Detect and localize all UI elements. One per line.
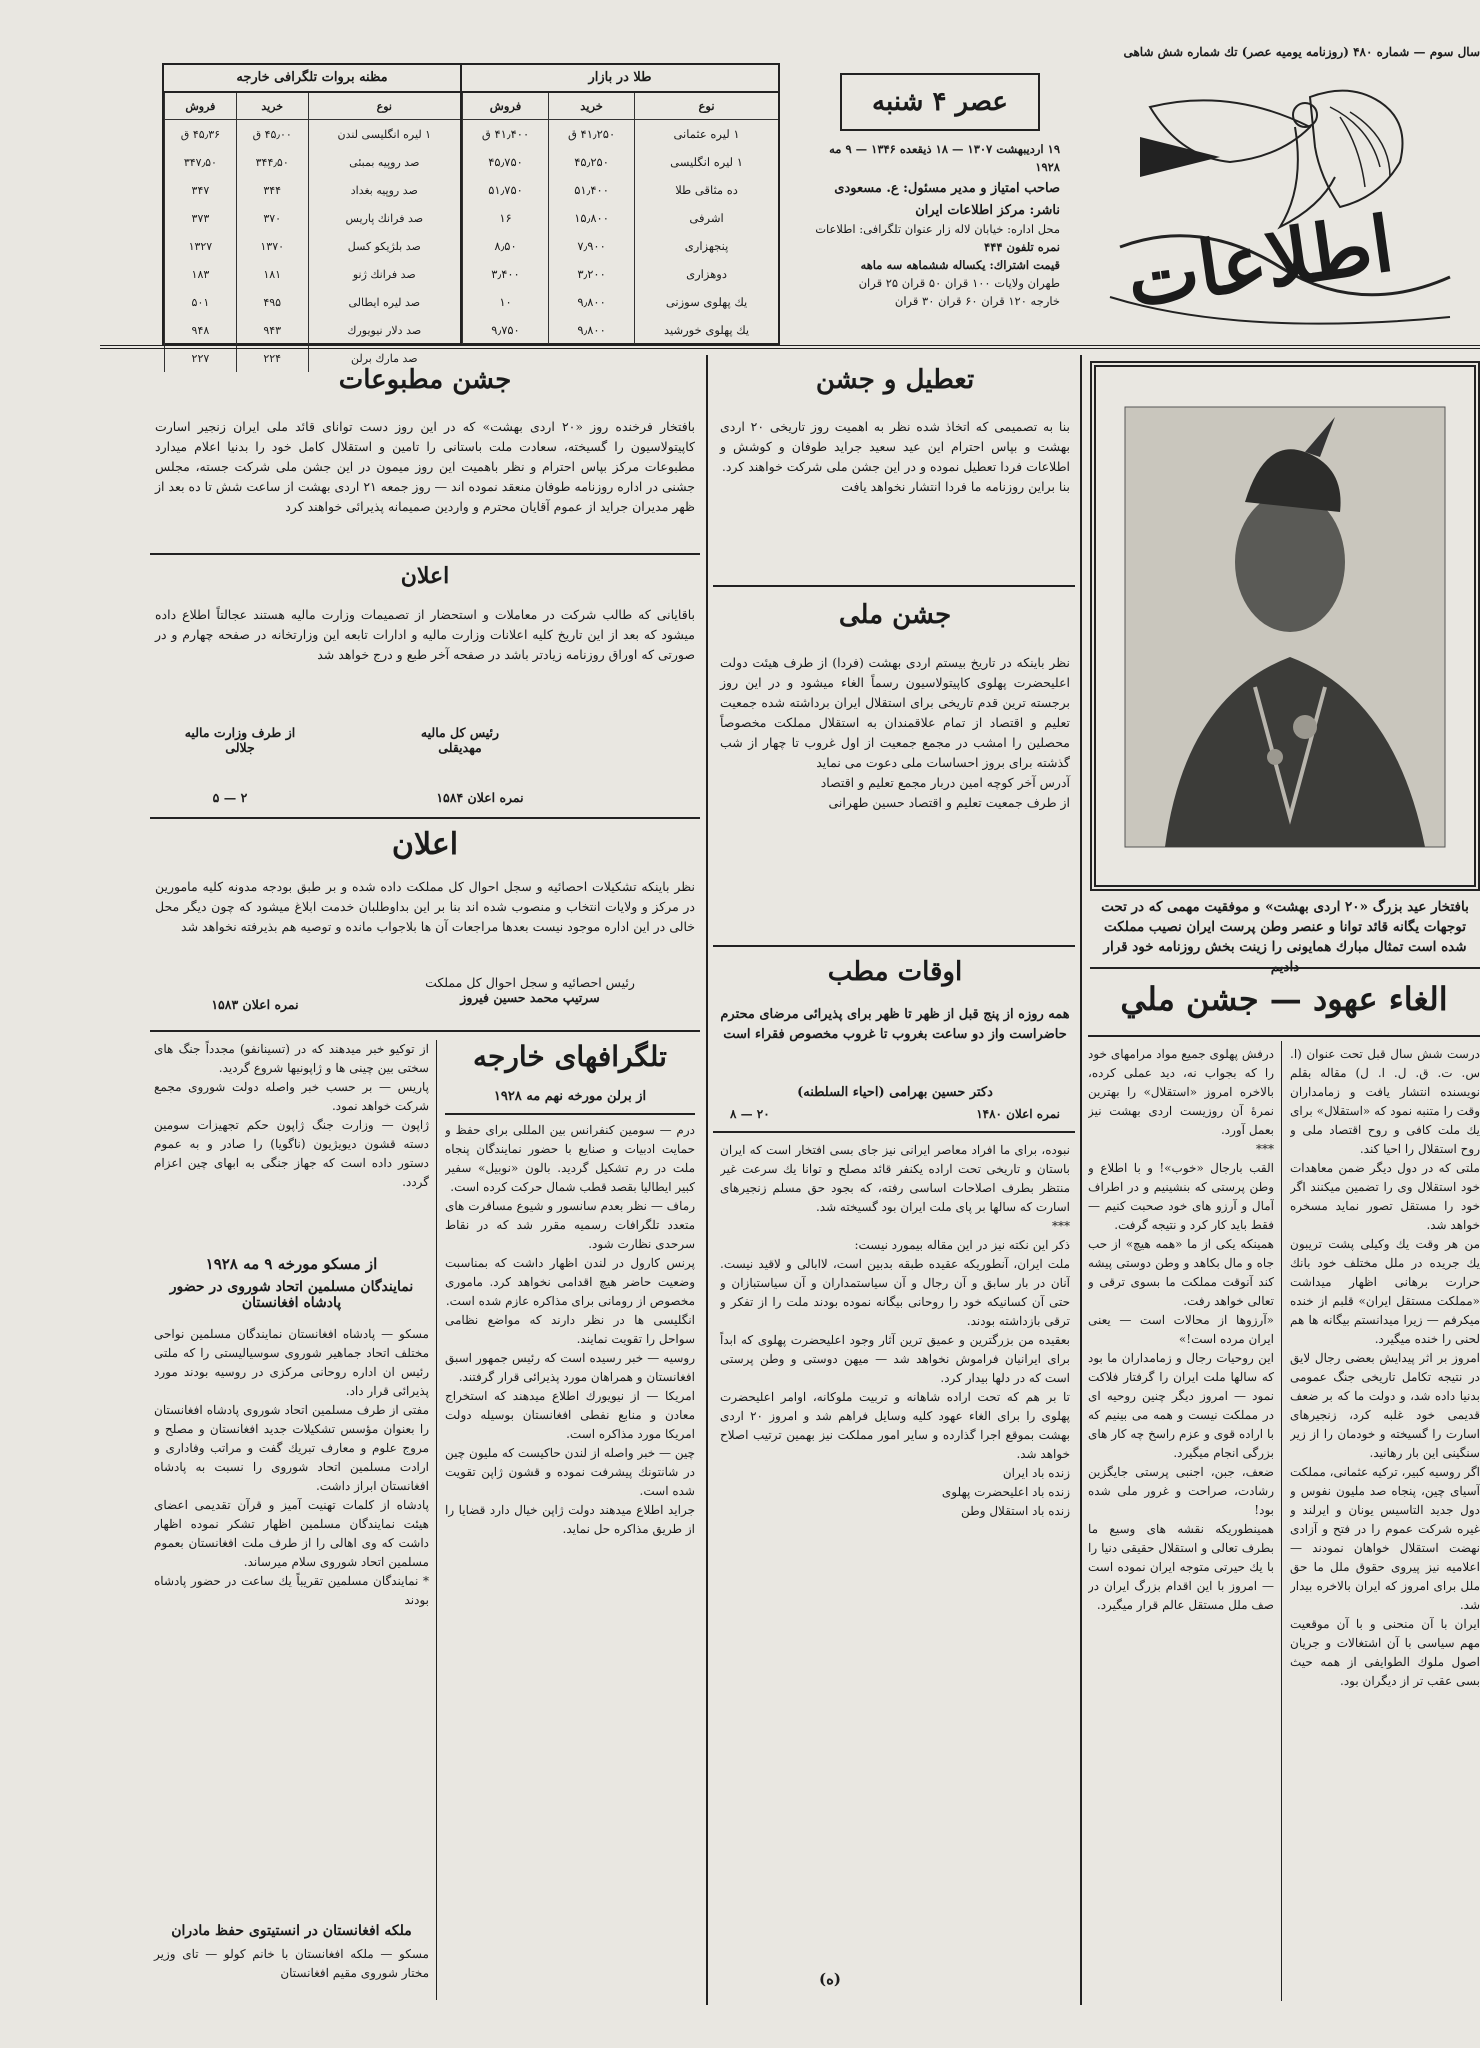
table-cell: ۳٫۴۰۰ xyxy=(463,260,549,288)
telegrams-title: تلگرافهای خارجه xyxy=(473,1040,667,1073)
column-header: نوع xyxy=(635,93,778,120)
table-cell: ۹٫۸۰۰ xyxy=(549,288,635,316)
table-row xyxy=(165,316,461,344)
exchange-table-title: مظنه بروات تلگرافی خارجه xyxy=(164,65,460,93)
notice2-title: اعلان xyxy=(391,827,459,862)
column-header: نوع xyxy=(308,93,460,120)
table-row xyxy=(165,148,461,176)
phone-line: نمره تلفون ۴۴۴ xyxy=(984,240,1060,254)
table-row xyxy=(463,232,779,260)
table-row xyxy=(165,288,461,316)
main-article-col-center: نبوده، برای ما افراد معاصر ایرانی نیز جای بسی افتخار است که ایران باستان و تاریخی تحت اراده یکنفر قائد مصلح و توانا یك سرعت غیر منتظر بطرف اصلاحات اساسی رفته، که بجود حق مسلم زنجیرهای اسارت که سالها بر پای ملت ایران بود گسیخته شد. *** ذکر این نکته نیز در این مقاله بیمورد نیست: ملت ایران، آنطوریکه عقیده طبقه بدبین است، لاابالی و لاقید نیست. آنان در بار سابق و آن رجال و آن سیاستمداران و آن سیاستبازان و حتی آن کسانیکه خود را روحانی بیگانه نموده بودند ملت را از تفکر و ترقی بازداشته بودند. بعقیده من بزرگترین و عمیق ترین آثار وجود اعلیحضرت پهلوی که ابداً برای ایرانیان فراموش نخواهد شد — میهن دوستی و وطن پرستی است که در دلها بیدار کرد. تا بر هم که تحت اراده شاهانه و تربیت ملوکانه، اوامر اعلیحضرت پهلوی را برای الغاء عهود کلیه وسایل فراهم شد و امروز ۲۰ اردی بهشت بموقع اجرا گذارده و سایر امور مملکت نیز بهمین ترتیب اصلاح خواهد شد. زنده باد ایران زنده باد اعلیحضرت پهلوی زنده باد استقلال وطن xyxy=(720,1143,1070,1518)
table-cell: ۴۵٫۷۵۰ xyxy=(463,148,549,176)
notice1-number: نمره اعلان ۱۵۸۴ xyxy=(436,790,524,805)
table-row xyxy=(463,288,779,316)
masthead-divider xyxy=(100,345,1480,349)
table-cell: ۳۴۷ xyxy=(165,176,237,204)
column-header: فروش xyxy=(463,93,549,120)
table-cell: صد روپیه بمبئی xyxy=(308,148,460,176)
table-cell: ۹۴۸ xyxy=(165,316,237,344)
signer-title: رئیس کل مالیه xyxy=(420,725,500,740)
table-cell: ۴۱٫۲۵۰ ق xyxy=(549,120,635,149)
clinic-code: ۸ — ۲۰ xyxy=(730,1107,770,1121)
table-header-row xyxy=(463,93,779,120)
table-row xyxy=(165,176,461,204)
main-article-title: الغاء عهود — جشن ملي xyxy=(1120,980,1448,1018)
table-cell: دوهزاری xyxy=(635,260,778,288)
table-cell: ۴۵٫۳۶ ق xyxy=(165,120,237,149)
portrait-caption: بافتخار عید بزرگ «۲۰ اردی بهشت» و موفقیت مهمی که در تحت توجهات یگانه قائد توانا و عنصر وطن پرست ایران نصیب مملکت شده است تمثال مبارك همایونی را زینت بخش روزنامه خود قرار دادیم xyxy=(1101,899,1469,975)
table-cell: ۳۷۳ xyxy=(165,204,237,232)
table-cell: ۹٫۷۵۰ xyxy=(463,316,549,344)
table-cell: پنجهزاری xyxy=(635,232,778,260)
subscription-abroad: خارجه ۱۲۰ قران ۶۰ قران ۳۰ قران xyxy=(894,294,1060,308)
table-cell: اشرفی xyxy=(635,204,778,232)
table-cell: یك پهلوی سوزنی xyxy=(635,288,778,316)
owner-line: صاحب امتیاز و مدیر مسئول: ع. مسعودی xyxy=(834,181,1060,196)
table-row xyxy=(463,176,779,204)
notice2-body: نظر باینکه تشکیلات احصائیه و سجل احوال کل مملکت داده شده و بر طبق بودجه مدونه کلیه مامورین در مرکز و ولایات انتخاب و منصوب شده اند بنا بر این بداوطلبان خدمت ابلاغ میشود که چون دیگر محل خالی در این اداره موجود نیست بعدها مراجعات آن ها بلاجواب مانده و توصیه هم بذیرفته نخواهد شد xyxy=(155,879,695,934)
table-row xyxy=(463,204,779,232)
table-row xyxy=(463,120,779,149)
table-cell: ۴۱٫۴۰۰ ق xyxy=(463,120,549,149)
table-cell: ۴۵٫۲۵۰ xyxy=(549,148,635,176)
clinic-title: اوقات مطب xyxy=(827,957,963,987)
moscow-subtitle: نمایندگان مسلمین اتحاد شوروی در حضور پادشاه افغانستان xyxy=(169,1279,414,1311)
table-cell: ۳۴۷٫۵۰ xyxy=(165,148,237,176)
table-cell: ۳۴۴٫۵۰ xyxy=(236,148,308,176)
holiday-body: بنا به تصمیمی که اتخاذ شده نظر به اهمیت روز تاریخی ۲۰ اردی بهشت و بپاس احترام این عید سعید جراید طوفان و کوشش و اطلاعات فردا تعطیل نموده و در این جشن ملی شرکت خواهند کرد. بنا براین روزنامه ما فردا انتشار نخواهد یافت xyxy=(720,419,1070,494)
clinic-number: نمره اعلان ۱۴۸۰ xyxy=(976,1107,1060,1121)
table-cell: ده مثاقی طلا xyxy=(635,176,778,204)
table-cell: ۲۲۷ xyxy=(165,344,237,372)
gold-table-grid xyxy=(462,93,778,344)
table-cell: ۱ لیره عثمانی xyxy=(635,120,778,149)
divider xyxy=(1090,967,1480,969)
divider xyxy=(713,1131,1075,1133)
table-cell: ۵۱٫۴۰۰ xyxy=(549,176,635,204)
masthead-top-line: سال سوم — شماره ۴۸۰ (روزنامه یومیه عصر) تك شماره شش شاهی xyxy=(1123,45,1480,59)
table-cell: ۸٫۵۰ xyxy=(463,232,549,260)
telegrams-col-left: از توکیو خبر میدهند که در (تسینانفو) مجدداً جنگ های سختی بین چینی ها و ژاپونیها شروع گردید. پاریس — بر حسب خبر واصله دولت شوروی مجمع شرکت خواهد نمود. ژاپون — وزارت جنگ ژاپون حکم تجهیزات سومین دسته قشون دیویژیون (ناگویا) را صادر و به عموم دستور داده است که جهاز جنگی به ابهای چین اعزام گردد. xyxy=(154,1042,429,1189)
table-cell: صد مارك برلن xyxy=(308,344,460,372)
column-header: خرید xyxy=(236,93,308,120)
divider xyxy=(713,585,1075,587)
table-header-row xyxy=(165,93,461,120)
notice1-sig-left xyxy=(160,725,320,755)
national-festival-title: جشن ملی xyxy=(838,600,952,630)
signer-title: از طرف وزارت مالیه xyxy=(184,725,296,740)
day-box xyxy=(840,73,1040,131)
table-row xyxy=(463,316,779,344)
table-cell: ۹۴۳ xyxy=(236,316,308,344)
clinic-body: همه روزه از پنج قبل از ظهر تا ظهر برای پذیرائی مرضای محترم حاضراست واز دو ساعت بغروب تا غروب مخصوص فقراء است xyxy=(720,1007,1070,1042)
table-row xyxy=(165,120,461,149)
table-cell: ۱۳۷۰ xyxy=(236,232,308,260)
table-cell: صد لیره ایطالی xyxy=(308,288,460,316)
table-cell: ۱۵٫۸۰۰ xyxy=(549,204,635,232)
table-cell: صد بلژیکو کسل xyxy=(308,232,460,260)
press-festival-title: جشن مطبوعات xyxy=(338,365,512,395)
column-header: فروش xyxy=(165,93,237,120)
divider xyxy=(445,1113,695,1115)
table-row xyxy=(463,148,779,176)
divider xyxy=(150,1030,700,1032)
gold-table-title: طلا در بازار xyxy=(462,65,778,93)
notice1-code: ۲ — ۵ xyxy=(212,790,248,805)
table-cell: ۲۲۴ xyxy=(236,344,308,372)
final-title: ملکه افغانستان در انستیتوی حفظ مادران xyxy=(171,1923,412,1939)
table-cell: ۴۹۵ xyxy=(236,288,308,316)
clinic-doctor: دکتر حسین بهرامی (احیاء السلطنه) xyxy=(797,1085,993,1100)
signer-title: رئیس احصائیه و سجل احوال کل مملکت xyxy=(425,975,635,990)
notice2-sig xyxy=(380,975,680,1005)
issue-dates: ۱۹ اردیبهشت ۱۳۰۷ — ۱۸ ذیقعده ۱۳۴۶ — ۹ مه ۱۹۲۸ xyxy=(829,142,1060,174)
column-rule xyxy=(1080,355,1082,2005)
moscow-title: از مسکو مورخه ۹ مه ۱۹۲۸ xyxy=(205,1255,378,1273)
table-cell: ۳۴۴ xyxy=(236,176,308,204)
main-article-col-left: درفش پهلوی جمیع مواد مرامهای خود را که بجواب نه، دید عملی کرده، بالاخره امروز «استقلال» را بهترین نمرۀ آن روزیست اردی بهشت نیز بعمل آورد. *** القب بارجال «خوب»! و با اطلاع و وطن پرستی که بنشینیم و در اطراف آمال و آرزو های خود صحبت کنیم — فقط باید کار کرد و نتیجه گرفت. همینکه یکی از ما «همه هیچ» از حب جاه و مال بکاهد و وطن دوستی پیشه کند آنوقت مملکت ما بسوی ترقی و تعالی خواهد رفت. «آرزوها از محالات است — یعنی ایران مرده است!» این روحیات رجال و زمامداران ما بود که سالها ملت ایران را گرفتار فلاکت نمود — امروز دیگر چنین روحیه ای در مملکت نیست و همه می بینیم که با اراده قوی و عزم راسخ چه کار های بزرگی انجام میگیرد. ضعف، جبن، اجنبی پرستی جایگزین رشادت، صراحت و غرور ملی شده بود! همینطوریکه نقشه های وسیع ما بطرف تعالی و استقلال حقیقی دنیا را با یك حیرتی متوجه ایران نموده است — امروز با این اقدام بزرگ ایران در صف ملل مستقل عالم قرار میگیرد. xyxy=(1088,1047,1274,1612)
table-row xyxy=(165,232,461,260)
divider xyxy=(150,553,700,555)
column-rule xyxy=(706,355,708,2005)
masthead-info xyxy=(810,140,1060,310)
table-cell: صد روپیه بغداد xyxy=(308,176,460,204)
table-cell: ۳٫۲۰۰ xyxy=(549,260,635,288)
press-festival-body: بافتخار فرخنده روز «۲۰ اردی بهشت» که در این روز دست توانای قائد ملی ایران زنجیر اسارت کاپیتولاسیون را گسیخته، سعادت ملت باستانی را تامین و استقلال کامل خود را بدنیا اعلام میدارد مطبوعات مرکز بپاس احترام و نظر باهمیت این روز میمون در این جشن ملی شرکت جسته، مجلس جشنی در اداره روزنامه طوفان منعقد نموده اند — روز جمعه ۲۱ اردی بهشت از ساعت شش تا ده بعد از ظهر مدیران جراید از عموم آقایان محترم و واردین صمیمانه پذیرائی خواهند کرد xyxy=(155,419,696,514)
table-cell: صد دلار نیویورك xyxy=(308,316,460,344)
divider xyxy=(713,945,1075,947)
signer-name: جلالی xyxy=(225,740,255,755)
divider xyxy=(150,817,700,819)
table-cell: ۱۸۱ xyxy=(236,260,308,288)
table-cell: ۱ لیره انگلیسی لندن xyxy=(308,120,460,149)
newspaper-page xyxy=(55,45,1480,2040)
table-cell: ۱۳۲۷ xyxy=(165,232,237,260)
national-festival-body: نظر باینکه در تاریخ بیستم اردی بهشت (فردا) از طرف هیئت دولت اعلیحضرت پهلوی کاپیتولاسیون رسماً الغاء میشود و در این روز برجسته ترین قدم تاریخی برای استقلال ایران برداشته شده جمعیت تعلیم و اقتصاد از تمام علاقمندان به استقلال مملکت مخصوصاً محصلین را امشب در مجمع جمعیت از اول غروب تا چهار از شب گذشته برای بروز احساسات ملی دعوت می نماید آدرس آخر کوچه امین دربار مجمع تعلیم و اقتصاد از طرف جمعیت تعلیم و اقتصاد حسین طهرانی xyxy=(720,655,1070,810)
main-article-col-right: درست شش سال قبل تحت عنوان (ا. س. ت. ق. ل. ا. ل) مقاله بقلم نویسنده انتشار یافت و زمامداران وقت را متنبه نمود که «استقلال» برای یك ملت کافی و روح اقتصاد ملی و روح استقلال را احیا کند. ملتی که در دول دیگر ضمن معاهدات خود استقلال وی را تضمین میکنند اگر خود را مستقل تصور نماید مسخره خواهد شد. من هر وقت یك وکیلی پشت تریبون یك جریده در ملل مختلف خود بانك حرارت برهانی اظهار میداشت «مملکت مستقل ایران» قلبم از خنده میکرفم — زیرا میدانستم بیگانه ها هم لحنی را خنده میگیرد. امروز بر اثر پیدایش بعضی رجال لایق در نتیجه تکامل تاریخی جنگ عمومی بدنیا داده شد، و دولت ما که بر ضعف قدیمی خود غلبه کرد، زنجیرهای اسارت را گسیخته و خودمان را از زیر سنگینی این بار رهانید. اگر روسیه کبیر، ترکیه عثمانی، مملکت آسیای چین، پنجاه صد ملیون نفوس و دول جدید التاسیس یونان و ایرلند و غیره شرکت عموم را در فتح و آزادی نهضت استقلال خواهان نمودند — اعلامیه نیز پیروی حقوق ملل ما حق ملل برای امروز که ایران بالاخره بیدار شد. ایران با آن منحنی و با آن موقعیت مهم سیاسی با آن اشتغالات و جریان اصول ملوك الطوایفی از همه حیث بسی عقب تر از دیگران بود. xyxy=(1290,1047,1480,1688)
table-cell: ۳۷۰ xyxy=(236,204,308,232)
table-cell: ۷٫۹۰۰ xyxy=(549,232,635,260)
main-article-signature: (ه) xyxy=(818,1970,842,1988)
table-cell: ۴۵٫۰۰ ق xyxy=(236,120,308,149)
table-cell: ۱۶ xyxy=(463,204,549,232)
table-row xyxy=(463,260,779,288)
masthead-logo-area xyxy=(1080,67,1480,347)
portrait-image xyxy=(1105,397,1465,857)
notice1-sig-right xyxy=(380,725,540,755)
table-cell: ۱۰ xyxy=(463,288,549,316)
holiday-title: تعطیل و جشن xyxy=(815,365,975,395)
table-row xyxy=(165,204,461,232)
signer-name: مهدیقلی xyxy=(438,740,482,755)
column-header: خرید xyxy=(549,93,635,120)
publisher-line: ناشر: مرکز اطلاعات ایران xyxy=(915,203,1060,218)
column-rule xyxy=(1281,1041,1282,2001)
signer-name: سرتیپ محمد حسین فیروز xyxy=(460,990,600,1005)
divider xyxy=(1088,1035,1480,1037)
notice1-body: باقایانی که طالب شرکت در معاملات و استحضار از تصمیمات وزارت مالیه هستند عجالتاً اطلاع داده میشود که بعد از این تاریخ کلیه اعلانات وزارت مالیه و ادارات تابعه این وزارتخانه در صفحه چهارم و در صورتی که اوراق روزنامه زیادتر باشد در صفحه آخر طبع و درج خواهد شد xyxy=(155,607,695,662)
notice1-title: اعلان xyxy=(400,563,450,589)
day-label: عصر ۴ شنبه xyxy=(872,87,1008,117)
final-body: مسکو — ملکه افغانستان با خانم کولو — تای وزیر مختار شوروی مقیم افغانستان xyxy=(154,1947,429,1980)
telegrams-subtitle: از برلن مورخه نهم مه ۱۹۲۸ xyxy=(493,1089,647,1104)
column-rule xyxy=(436,1040,437,2000)
gold-table xyxy=(460,63,780,345)
masthead-logo: اطلاعات xyxy=(1121,198,1399,325)
table-cell: یك پهلوی خورشید xyxy=(635,316,778,344)
telegrams-col-right: درم — سومین کنفرانس بین المللی برای حفظ و حمایت ادبیات و صنایع با حضور نمایندگان پنجاه ملت در رم تشکیل گردید. بالون «نوبیل» سفیر کبیر ایطالیا بقصد قطب شمال حرکت کرده است. رماف — نظر بعدم سانسور و شیوع مسافرت های متعدد تلگرافات رسمیه مقرر شد که در نقاط سرحدی نظارت شود. پرنس کارول در لندن اظهار داشت که بمناسبت وضعیت حاضر هیچ اقدامی نخواهد کرد. ماموری مخصوص از رومانی برای مذاکره عازم شده است. انگلیسی ها در نظر دارند که مواضع نظامی سواحل را تقویت نمایند. روسیه — خبر رسیده است که رئیس جمهور اسبق افغانستان و همراهان مورد پذیرائی قرار گرفتند. امریکا — از نیویورك اطلاع میدهند که استخراج معادن و منابع نفطی افغانستان بوسیله دولت امریکا مورد مذاکره است. چین — خبر واصله از لندن حاکیست که ملیون چین در شانتونك پیشرفت نموده و قشون ژاپن تقویت شده است. جراید اطلاع میدهند دولت ژاپن خیال دارد قضایا را از طریق مذاکره حل نماید. xyxy=(445,1123,695,1536)
table-cell: صد فرانك ژنو xyxy=(308,260,460,288)
table-cell: ۹٫۸۰۰ xyxy=(549,316,635,344)
table-cell: ۱۸۳ xyxy=(165,260,237,288)
exchange-table-grid xyxy=(164,93,460,372)
moscow-body: مسکو — پادشاه افغانستان نمایندگان مسلمین نواحی مختلف اتحاد جماهیر شوروی سوسیالیستی را که ملتی رئیس ان اداره روحانی مرکزی در روسیه بودند مورد پذیرائی قرار داد. مفتی از طرف مسلمین اتحاد شوروی پادشاه افغانستان را بعنوان مؤسس تشکیلات جدید افغانستان و مصلح و مروج علوم و معارف تبریك گفت و مراتب وفاداری و ارادت مسلمین اتحاد شوروی را نسبت به پادشاه افغانستان ابراز داشت. پادشاه از کلمات تهنیت آمیز و قرآن تقدیمی اعضای هیئت نمایندگان مسلمین اظهار تشکر نموده اظهار داشت که وی اهالی را از طرف ملت افغانستان بعموم مسلمین اتحاد شوروی سلام میرساند. * نمایندگان مسلمین تقریباً یك ساعت در حضور پادشاه بودند xyxy=(154,1327,429,1607)
table-row xyxy=(165,260,461,288)
office-line: محل اداره: خیابان لاله زار عنوان تلگرافی: اطلاعات xyxy=(815,222,1060,236)
exchange-table xyxy=(162,63,462,365)
table-cell: ۱ لیره انگلیسی xyxy=(635,148,778,176)
table-cell: صد فرانك پاریس xyxy=(308,204,460,232)
table-cell: ۵۱٫۷۵۰ xyxy=(463,176,549,204)
portrait-frame xyxy=(1090,361,1480,891)
table-cell: ۵۰۱ xyxy=(165,288,237,316)
subscription-title: قیمت اشتراك: یکساله ششماهه سه ماهه xyxy=(860,258,1060,272)
notice2-number: نمره اعلان ۱۵۸۳ xyxy=(211,997,299,1012)
subscription-tehran: طهران ولایات ۱۰۰ قران ۵۰ قران ۲۵ قران xyxy=(858,276,1060,290)
